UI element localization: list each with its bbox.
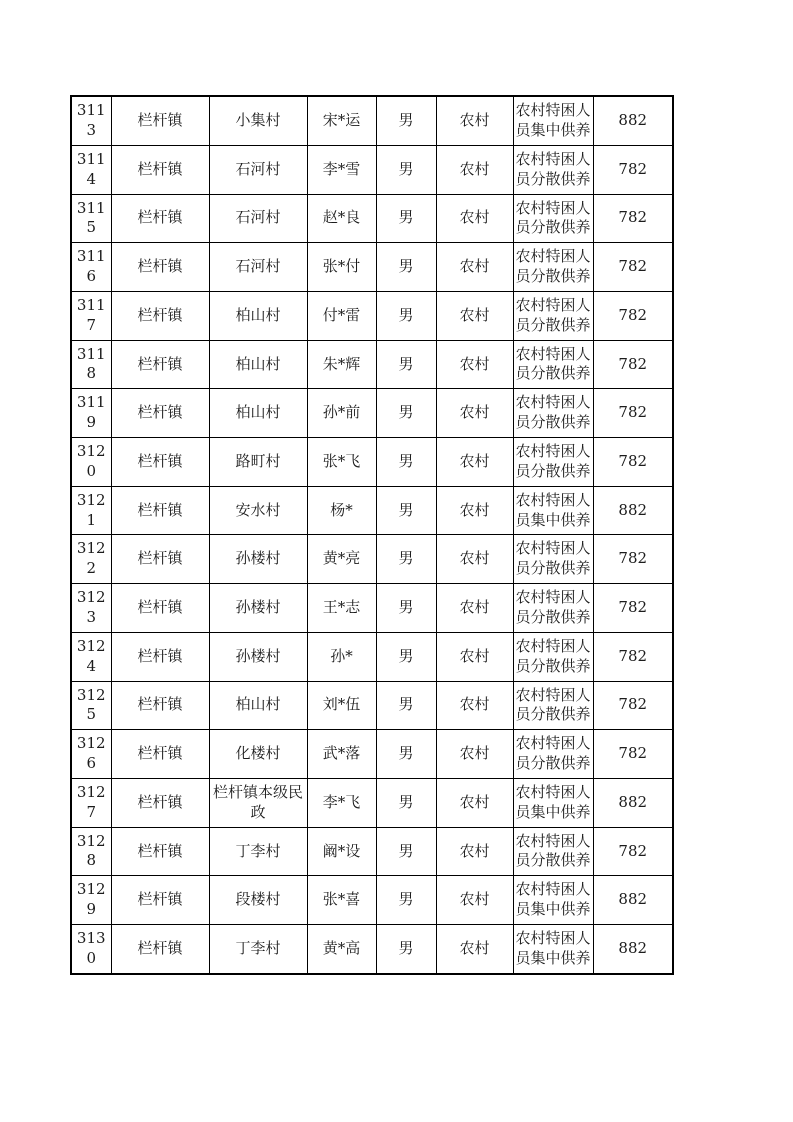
cell-amount: 782 xyxy=(593,730,673,779)
cell-village: 化楼村 xyxy=(209,730,307,779)
cell-village: 路町村 xyxy=(209,438,307,487)
cell-area-type: 农村 xyxy=(436,681,513,730)
cell-sequence-number: 3114 xyxy=(71,145,111,194)
cell-sequence-number: 3119 xyxy=(71,389,111,438)
cell-gender: 男 xyxy=(376,340,436,389)
table-row xyxy=(71,827,673,876)
cell-amount: 782 xyxy=(593,389,673,438)
cell-town: 栏杆镇 xyxy=(111,681,209,730)
cell-person-name: 付*雷 xyxy=(307,291,376,340)
cell-area-type: 农村 xyxy=(436,438,513,487)
cell-support-type: 农村特困人员分散供养 xyxy=(513,730,593,779)
cell-support-type: 农村特困人员集中供养 xyxy=(513,925,593,974)
cell-gender: 男 xyxy=(376,535,436,584)
cell-support-type: 农村特困人员分散供养 xyxy=(513,827,593,876)
cell-sequence-number: 3121 xyxy=(71,486,111,535)
cell-support-type: 农村特困人员集中供养 xyxy=(513,876,593,925)
cell-town: 栏杆镇 xyxy=(111,340,209,389)
cell-sequence-number: 3129 xyxy=(71,876,111,925)
table-row xyxy=(71,194,673,243)
welfare-recipients-table xyxy=(70,95,674,975)
cell-town: 栏杆镇 xyxy=(111,730,209,779)
table-row xyxy=(71,243,673,292)
cell-village: 石河村 xyxy=(209,194,307,243)
cell-town: 栏杆镇 xyxy=(111,438,209,487)
cell-person-name: 杨* xyxy=(307,486,376,535)
cell-amount: 882 xyxy=(593,876,673,925)
cell-gender: 男 xyxy=(376,145,436,194)
cell-gender: 男 xyxy=(376,486,436,535)
cell-area-type: 农村 xyxy=(436,876,513,925)
cell-amount: 782 xyxy=(593,145,673,194)
cell-area-type: 农村 xyxy=(436,584,513,633)
cell-amount: 782 xyxy=(593,681,673,730)
cell-town: 栏杆镇 xyxy=(111,925,209,974)
cell-person-name: 李*雪 xyxy=(307,145,376,194)
cell-town: 栏杆镇 xyxy=(111,291,209,340)
table-row xyxy=(71,145,673,194)
cell-amount: 882 xyxy=(593,925,673,974)
cell-area-type: 农村 xyxy=(436,632,513,681)
cell-area-type: 农村 xyxy=(436,389,513,438)
cell-town: 栏杆镇 xyxy=(111,486,209,535)
cell-town: 栏杆镇 xyxy=(111,632,209,681)
cell-gender: 男 xyxy=(376,389,436,438)
cell-amount: 782 xyxy=(593,438,673,487)
cell-town: 栏杆镇 xyxy=(111,584,209,633)
cell-sequence-number: 3122 xyxy=(71,535,111,584)
cell-area-type: 农村 xyxy=(436,778,513,827)
cell-sequence-number: 3128 xyxy=(71,827,111,876)
cell-support-type: 农村特困人员分散供养 xyxy=(513,632,593,681)
cell-person-name: 赵*良 xyxy=(307,194,376,243)
cell-support-type: 农村特困人员集中供养 xyxy=(513,486,593,535)
table-row xyxy=(71,584,673,633)
cell-support-type: 农村特困人员分散供养 xyxy=(513,340,593,389)
table-row xyxy=(71,291,673,340)
cell-amount: 782 xyxy=(593,340,673,389)
cell-town: 栏杆镇 xyxy=(111,535,209,584)
cell-town: 栏杆镇 xyxy=(111,827,209,876)
cell-amount: 782 xyxy=(593,194,673,243)
cell-support-type: 农村特困人员分散供养 xyxy=(513,584,593,633)
cell-area-type: 农村 xyxy=(436,291,513,340)
cell-village: 丁李村 xyxy=(209,827,307,876)
cell-town: 栏杆镇 xyxy=(111,96,209,145)
cell-gender: 男 xyxy=(376,96,436,145)
table-row xyxy=(71,535,673,584)
cell-support-type: 农村特困人员分散供养 xyxy=(513,535,593,584)
cell-person-name: 阚*设 xyxy=(307,827,376,876)
cell-sequence-number: 3116 xyxy=(71,243,111,292)
cell-sequence-number: 3115 xyxy=(71,194,111,243)
cell-village: 段楼村 xyxy=(209,876,307,925)
cell-sequence-number: 3123 xyxy=(71,584,111,633)
cell-amount: 782 xyxy=(593,291,673,340)
cell-sequence-number: 3127 xyxy=(71,778,111,827)
cell-amount: 782 xyxy=(593,584,673,633)
cell-person-name: 张*喜 xyxy=(307,876,376,925)
cell-person-name: 黄*亮 xyxy=(307,535,376,584)
cell-person-name: 张*付 xyxy=(307,243,376,292)
cell-person-name: 李*飞 xyxy=(307,778,376,827)
cell-person-name: 宋*运 xyxy=(307,96,376,145)
cell-area-type: 农村 xyxy=(436,827,513,876)
cell-support-type: 农村特困人员集中供养 xyxy=(513,778,593,827)
table-row xyxy=(71,632,673,681)
cell-area-type: 农村 xyxy=(436,243,513,292)
cell-town: 栏杆镇 xyxy=(111,876,209,925)
cell-village: 柏山村 xyxy=(209,340,307,389)
cell-sequence-number: 3130 xyxy=(71,925,111,974)
cell-support-type: 农村特困人员集中供养 xyxy=(513,96,593,145)
cell-village: 柏山村 xyxy=(209,389,307,438)
cell-village: 柏山村 xyxy=(209,291,307,340)
cell-village: 小集村 xyxy=(209,96,307,145)
cell-sequence-number: 3117 xyxy=(71,291,111,340)
cell-village: 丁李村 xyxy=(209,925,307,974)
cell-person-name: 刘*伍 xyxy=(307,681,376,730)
table-row xyxy=(71,876,673,925)
cell-person-name: 黄*高 xyxy=(307,925,376,974)
cell-gender: 男 xyxy=(376,681,436,730)
cell-town: 栏杆镇 xyxy=(111,145,209,194)
cell-amount: 882 xyxy=(593,96,673,145)
cell-town: 栏杆镇 xyxy=(111,778,209,827)
cell-sequence-number: 3113 xyxy=(71,96,111,145)
cell-support-type: 农村特困人员分散供养 xyxy=(513,681,593,730)
cell-amount: 782 xyxy=(593,827,673,876)
table-row xyxy=(71,438,673,487)
cell-village: 孙楼村 xyxy=(209,584,307,633)
cell-village: 石河村 xyxy=(209,145,307,194)
table-row xyxy=(71,340,673,389)
table-row xyxy=(71,925,673,974)
cell-gender: 男 xyxy=(376,438,436,487)
cell-gender: 男 xyxy=(376,291,436,340)
cell-village: 安水村 xyxy=(209,486,307,535)
cell-gender: 男 xyxy=(376,584,436,633)
cell-area-type: 农村 xyxy=(436,486,513,535)
table-row xyxy=(71,681,673,730)
cell-amount: 782 xyxy=(593,535,673,584)
cell-town: 栏杆镇 xyxy=(111,389,209,438)
cell-amount: 882 xyxy=(593,486,673,535)
cell-sequence-number: 3120 xyxy=(71,438,111,487)
cell-village: 石河村 xyxy=(209,243,307,292)
table-body xyxy=(71,96,673,974)
cell-amount: 882 xyxy=(593,778,673,827)
cell-gender: 男 xyxy=(376,876,436,925)
cell-support-type: 农村特困人员分散供养 xyxy=(513,145,593,194)
cell-support-type: 农村特困人员分散供养 xyxy=(513,389,593,438)
cell-amount: 782 xyxy=(593,632,673,681)
cell-person-name: 武*落 xyxy=(307,730,376,779)
cell-area-type: 农村 xyxy=(436,925,513,974)
cell-town: 栏杆镇 xyxy=(111,243,209,292)
cell-village: 孙楼村 xyxy=(209,632,307,681)
cell-sequence-number: 3126 xyxy=(71,730,111,779)
cell-person-name: 朱*辉 xyxy=(307,340,376,389)
cell-area-type: 农村 xyxy=(436,145,513,194)
cell-support-type: 农村特困人员分散供养 xyxy=(513,438,593,487)
cell-sequence-number: 3124 xyxy=(71,632,111,681)
table-row xyxy=(71,96,673,145)
cell-area-type: 农村 xyxy=(436,730,513,779)
table-row xyxy=(71,778,673,827)
cell-support-type: 农村特困人员分散供养 xyxy=(513,243,593,292)
cell-sequence-number: 3125 xyxy=(71,681,111,730)
cell-village: 柏山村 xyxy=(209,681,307,730)
cell-area-type: 农村 xyxy=(436,340,513,389)
cell-gender: 男 xyxy=(376,925,436,974)
cell-sequence-number: 3118 xyxy=(71,340,111,389)
cell-village: 栏杆镇本级民政 xyxy=(209,778,307,827)
cell-person-name: 张*飞 xyxy=(307,438,376,487)
cell-area-type: 农村 xyxy=(436,194,513,243)
cell-amount: 782 xyxy=(593,243,673,292)
cell-town: 栏杆镇 xyxy=(111,194,209,243)
cell-person-name: 孙*前 xyxy=(307,389,376,438)
cell-support-type: 农村特困人员分散供养 xyxy=(513,291,593,340)
cell-person-name: 王*志 xyxy=(307,584,376,633)
cell-area-type: 农村 xyxy=(436,96,513,145)
cell-gender: 男 xyxy=(376,632,436,681)
table-row xyxy=(71,486,673,535)
cell-gender: 男 xyxy=(376,730,436,779)
cell-area-type: 农村 xyxy=(436,535,513,584)
table-row xyxy=(71,389,673,438)
cell-gender: 男 xyxy=(376,778,436,827)
cell-gender: 男 xyxy=(376,243,436,292)
cell-gender: 男 xyxy=(376,827,436,876)
cell-person-name: 孙* xyxy=(307,632,376,681)
cell-support-type: 农村特困人员分散供养 xyxy=(513,194,593,243)
cell-gender: 男 xyxy=(376,194,436,243)
cell-village: 孙楼村 xyxy=(209,535,307,584)
table-row xyxy=(71,730,673,779)
